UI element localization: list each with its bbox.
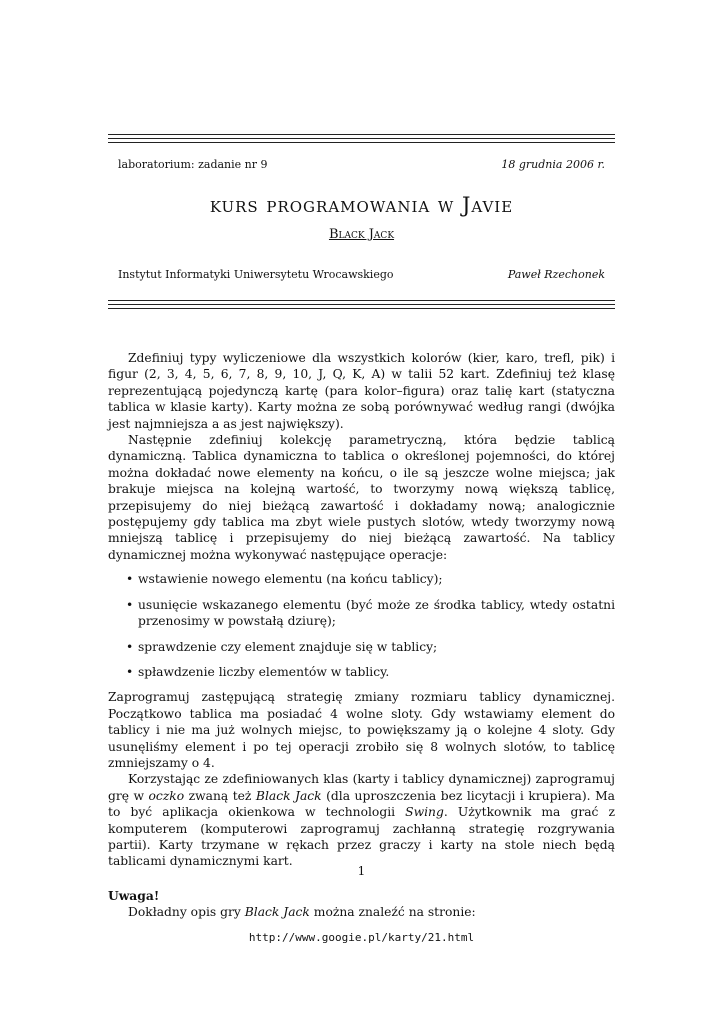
list-item: • spławdzenie liczby elementów w tablicy. <box>126 664 390 679</box>
header-rule <box>108 304 615 305</box>
author: Paweł Rzechonek <box>507 268 605 281</box>
document-body <box>108 350 615 946</box>
header-bottom-row <box>118 268 605 281</box>
header-rule <box>108 134 615 135</box>
paragraph: Korzystając ze zdefiniowanych klas (karty i tablicy dynamicznej) zaprogramuj grę w oczko zwaną też Black Jack (dla uproszczenia bez licytacji i krupiera). Ma to być aplikacja okienkowa w technologii Swing. Użytkownik ma grać z komputerem (komputerowi zaprogramuj zachłanną strategię rozgrywania partii). Karty trzymane w rękach przez graczy i karty na stole niech będą tablicami dynamicznymi kart. <box>108 772 615 869</box>
list-item: • usunięcie wskazanego elementu (być może ze środka tablicy, wtedy ostatni przenosimy w powstałą dziurę); <box>126 597 615 629</box>
course-title: kurs programowania w Javie <box>209 193 514 217</box>
header-rule <box>108 308 615 309</box>
header-rule <box>108 142 615 143</box>
bullet-icon: • <box>126 664 134 679</box>
note-paragraph: Dokładny opis gry Black Jack można znaleźć na stronie: <box>128 905 476 920</box>
operations-list <box>108 571 615 680</box>
header-top-row <box>118 158 605 171</box>
list-item: • wstawienie nowego elementu (na końcu tablicy); <box>126 572 443 587</box>
header-rule <box>108 138 615 139</box>
page-number: 1 <box>357 864 366 878</box>
lab-assignment: laboratorium: zadanie nr 9 <box>118 158 268 171</box>
paragraph: Zdefiniuj typy wyliczeniowe dla wszystkich kolorów (kier, karo, trefl, pik) i figur (2, 3, 4, 5, 6, 7, 8, 9, 10, J, Q, K, A) w talii 52 kart. Zdefiniuj też klasę reprezentującą pojedynczą kartę (para kolor–figura) oraz talię kart (statyczna tablica w klasie karty). Karty można ze sobą porównywać według rangi (dwójka jest najmniejsza a as jest największy). <box>108 351 615 431</box>
institute: Instytut Informatyki Uniwersytetu Wrocawskiego <box>118 268 394 281</box>
bullet-icon: • <box>126 572 134 587</box>
header-rule <box>108 300 615 301</box>
bullet-icon: • <box>126 639 134 654</box>
url-link[interactable]: http://www.googie.pl/karty/21.html <box>248 930 475 944</box>
paragraph: Zaprogramuj zastępującą strategię zmiany rozmiaru tablicy dynamicznej. Początkowo tablica ma posiadać 4 wolne sloty. Gdy wstawiamy element do tablicy i nie ma już wolnych miejsc, to powiększamy ją o kolejne 4 sloty. Gdy usunęliśmy element i po tej operacji zrobiło się 8 wolnych slotów, to tablicę zmniejszamy o 4. <box>108 690 615 770</box>
paragraph: Następnie zdefiniuj kolekcję parametryczną, która będzie tablicą dynamiczną. Tablica dynamiczna to tablica o określonej pojemności, do której można dokładać nowe elementy na końcu, o ile są jeszcze wolne miejsca; jak brakuje miejsca na kolejną wartość, to tworzymy nową większą tablicę, przepisujemy do niej bieżącą zawartość i dokładamy nową; analogicznie postępujemy gdy tablica ma zbyt wiele pustych slotów, wtedy tworzymy nową mniejszą tablicę i przepisujemy do niej bieżącą zawartość. Na tablicy dynamicznej można wykonywać następujące operacje: <box>108 433 615 562</box>
note-heading: Uwaga! <box>108 887 160 903</box>
bullet-icon: • <box>126 597 134 612</box>
list-item: • sprawdzenie czy element znajduje się w tablicy; <box>126 639 438 654</box>
assignment-subtitle: Black Jack <box>328 227 395 242</box>
date: 18 grudnia 2006 r. <box>501 158 605 171</box>
